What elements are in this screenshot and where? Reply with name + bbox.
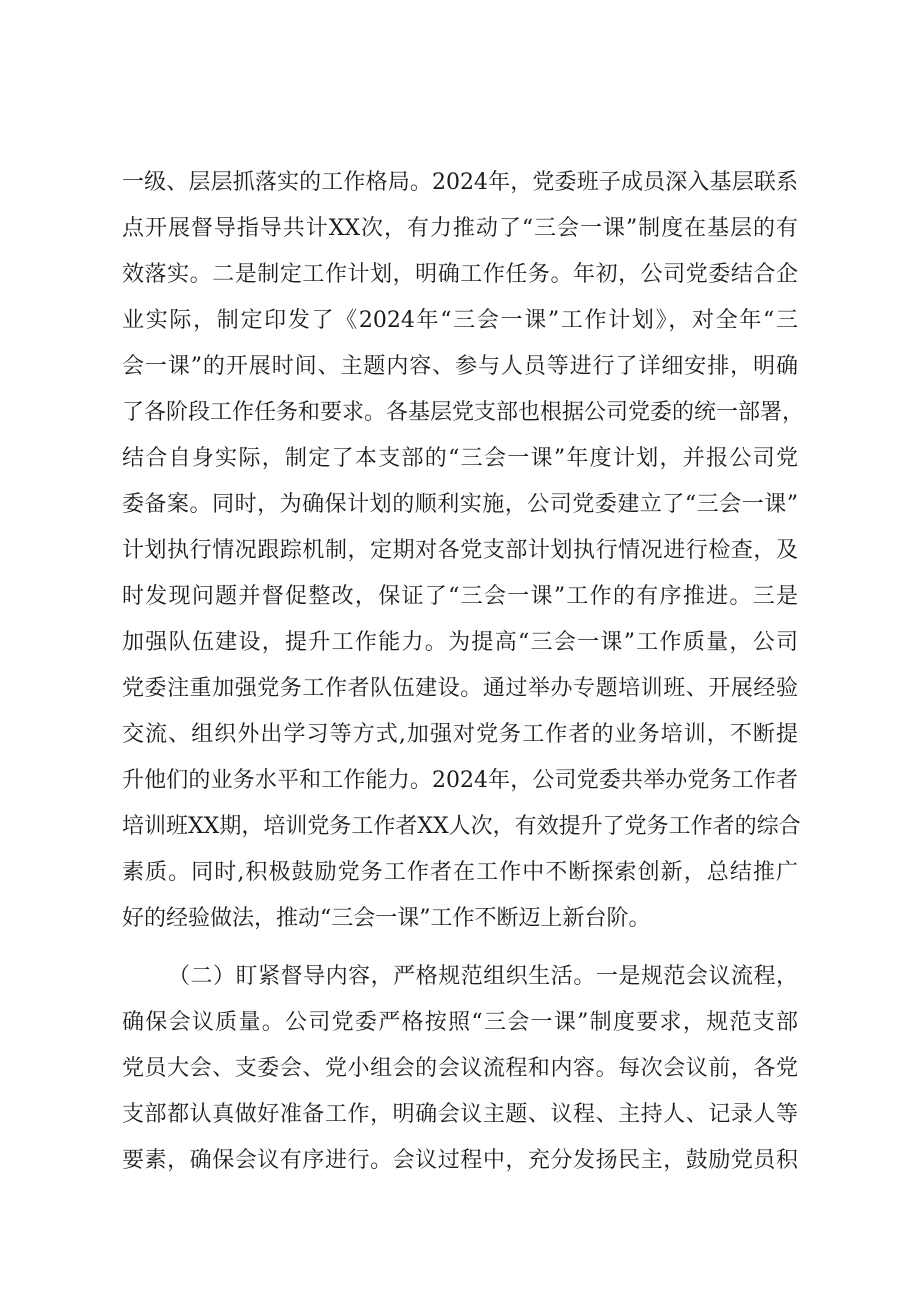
text-line: 了各阶段工作任务和要求。各基层党支部也根据公司党委的统一部署，	[122, 400, 805, 425]
text-line: 加强队伍建设，提升工作能力。为提高“三会一课”工作质量，公司	[122, 630, 798, 655]
text-line: 要素，确保会议有序进行。会议过程中，充分发扬民主，鼓励党员积	[122, 1148, 798, 1173]
text-line: 支部都认真做好准备工作，明确会议主题、议程、主持人、记录人等	[122, 1102, 798, 1127]
section-heading-line: （二）盯紧督导内容，严格规范组织生活。一是规范会议流程，	[168, 964, 798, 989]
text-line: 会一课”的开展时间、主题内容、参与人员等进行了详细安排，明确	[122, 354, 798, 379]
text-line: 升他们的业务水平和工作能力。2024年，公司党委共举办党务工作者	[122, 768, 798, 793]
text-line: 一级、层层抓落实的工作格局。2024年，党委班子成员深入基层联系	[122, 170, 798, 195]
text-line: 确保会议质量。公司党委严格按照“三会一课”制度要求，规范支部	[122, 1010, 798, 1035]
text-line: 党员大会、支委会、党小组会的会议流程和内容。每次会议前，各党	[122, 1056, 798, 1081]
text-line: 交流、组织外出学习等方式,加强对党务工作者的业务培训，不断提	[122, 722, 798, 747]
text-line: 计划执行情况跟踪机制，定期对各党支部计划执行情况进行检查，及	[122, 538, 798, 563]
text-line: 好的经验做法，推动“三会一课”工作不断迈上新台阶。	[122, 906, 651, 931]
text-line: 点开展督导指导共计XX次，有力推动了“三会一课”制度在基层的有	[122, 216, 798, 241]
text-line: 委备案。同时，为确保计划的顺利实施，公司党委建立了“三会一课”	[122, 492, 798, 517]
text-line: 培训班XX期，培训党务工作者XX人次，有效提升了党务工作者的综合	[122, 814, 801, 839]
text-line: 时发现问题并督促整改，保证了“三会一课”工作的有序推进。三是	[122, 584, 798, 609]
text-line: 素质。同时,积极鼓励党务工作者在工作中不断探索创新，总结推广	[122, 860, 798, 885]
text-line: 党委注重加强党务工作者队伍建设。通过举办专题培训班、开展经验	[122, 676, 798, 701]
text-line: 业实际，制定印发了《2024年“三会一课”工作计划》，对全年“三	[122, 308, 798, 333]
text-line: 结合自身实际，制定了本支部的“三会一课”年度计划，并报公司党	[122, 446, 798, 471]
text-line: 效落实。二是制定工作计划，明确工作任务。年初，公司党委结合企	[122, 262, 798, 287]
